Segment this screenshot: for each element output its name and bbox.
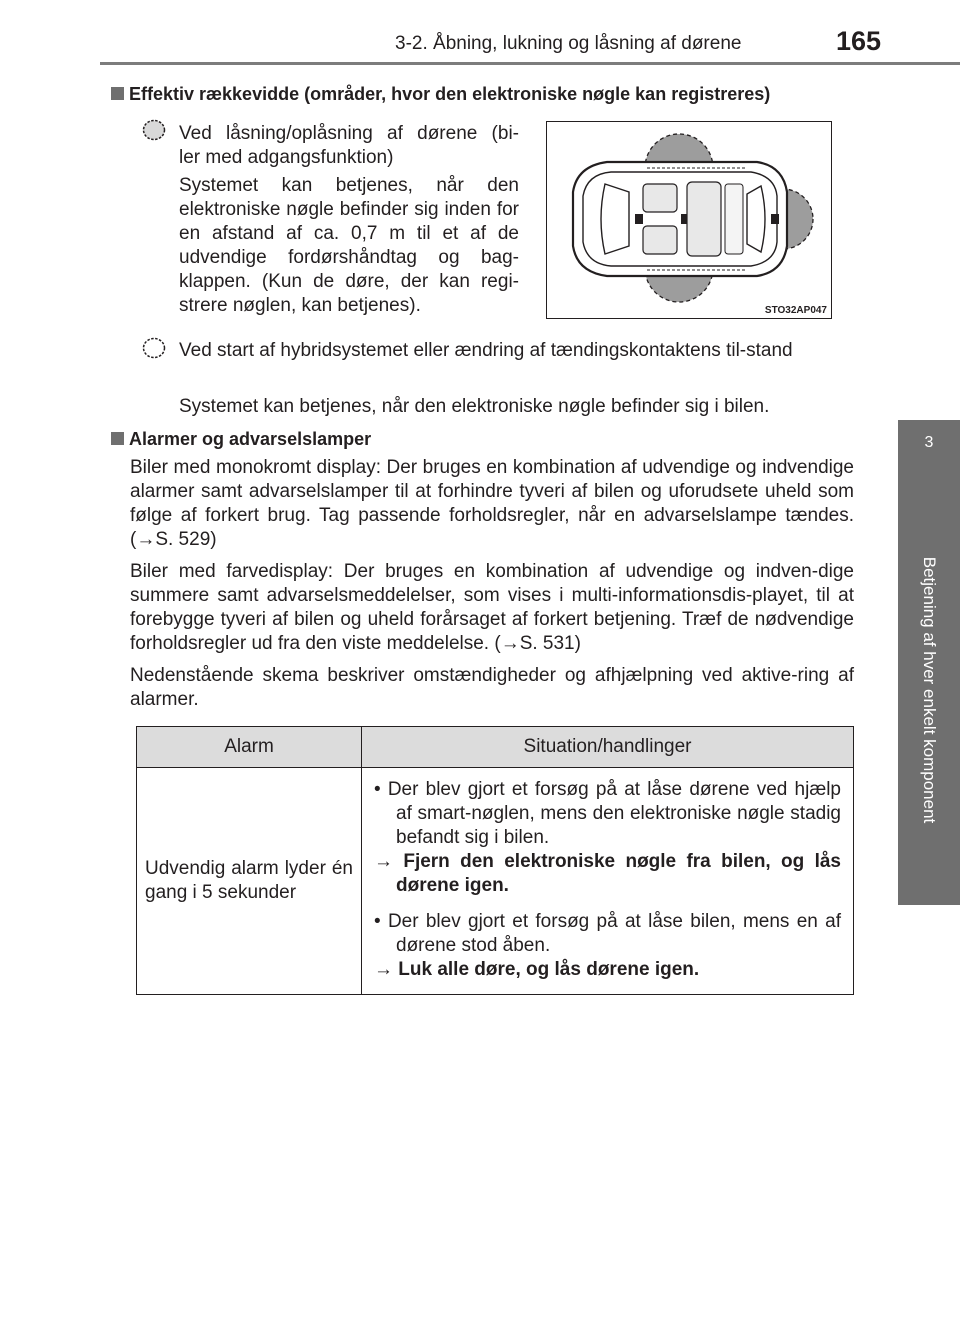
item-bubble-icon xyxy=(142,119,166,141)
situation-2: • Der blev gjort et forsøg på at låse bilen, mens en af dørene stod åben. xyxy=(374,911,841,956)
alarm-text: Udvendig alarm lyder én gang i 5 sekunder xyxy=(145,858,353,903)
situation-cell xyxy=(362,768,854,995)
chapter-number: 3 xyxy=(924,434,934,451)
item2-title: Ved start af hybridsystemet eller ændring af tændingskontaktens til-stand xyxy=(179,340,793,361)
alarm-cell xyxy=(137,768,362,995)
chapter-side-tab xyxy=(898,420,960,905)
section-square-icon xyxy=(111,87,124,100)
para-schema: Nedenstående skema beskriver omstændigheder og afhjælpning ved aktive-ring af alarmer. xyxy=(130,665,854,710)
table-header-row xyxy=(137,727,854,768)
item2-body: Systemet kan betjenes, når den elektroniske nøgle befinder sig i bilen. xyxy=(179,396,770,417)
item1-title xyxy=(179,122,519,170)
item1-title-line1: Ved låsning/oplåsning af dørene (bi- xyxy=(179,123,519,144)
section-heading-text: Effektiv rækkevidde (områder, hvor den elektroniske nøgle kan registreres) xyxy=(129,84,771,104)
header-rule xyxy=(100,62,960,65)
table-row xyxy=(137,768,854,995)
table-header-situation: Situation/handlinger xyxy=(362,727,854,768)
figure-code: STO32AP047 xyxy=(764,305,827,316)
section-heading-text: Alarmer og advarselslamper xyxy=(129,429,372,449)
chapter-label: Betjening af hver enkelt komponent xyxy=(920,556,939,824)
para-color: Biler med farvedisplay: Der bruges en kombination af udvendige og indven-dige summere samt advarselsmeddelelser, som vises i multi-informationsdis-playet, til at forebygge tyveri af bilen og uheld forårsaget af forkert betjening. Træf de nødvendige forholdsregler ud fra den viste meddelelse. (→S. 531) xyxy=(130,561,854,654)
item-bubble-icon xyxy=(142,337,166,359)
page-number: 165 xyxy=(836,26,882,56)
action-2: → Luk alle døre, og lås dørene igen. xyxy=(374,959,700,980)
section-heading-range xyxy=(111,84,770,105)
alarm-table xyxy=(136,726,854,995)
item1-body: Systemet kan betjenes, når den elektroniske nøgle befinder sig inden for en afstand af ca. 0,7 m til et af de udvendige fordørshåndtag og bag-klappen. (Kun de døre, der kan regi-strere nøglen, kan betjenes). xyxy=(179,175,519,316)
key-range-figure xyxy=(546,121,832,319)
table-header-alarm: Alarm xyxy=(137,727,362,768)
section-square-icon xyxy=(111,432,124,445)
action-1: → Fjern den elektroniske nøgle fra bilen, og lås dørene igen. xyxy=(374,851,841,896)
section-heading-alarms xyxy=(111,429,371,450)
item1-title-line2: ler med adgangsfunktion) xyxy=(179,147,394,168)
situation-1: • Der blev gjort et forsøg på at låse dørene ved hjælp af smart-nøglen, mens den elektroniske nøgle stadig befandt sig i bilen. xyxy=(374,779,841,848)
car-top-view-illustration xyxy=(547,122,831,318)
chapter-label-wrap xyxy=(904,510,954,890)
para-monochrome: Biler med monokromt display: Der bruges en kombination af udvendige og indvendige alarmer samt advarselslamper til at forhindre tyveri af bilen og uforudsete uheld som følge af forkert brug. Tag passende forholdsregler, når en advarselslampe tændes. (→S. 529) xyxy=(130,457,854,550)
header-title: 3-2. Åbning, lukning og låsning af dørene xyxy=(395,33,742,54)
